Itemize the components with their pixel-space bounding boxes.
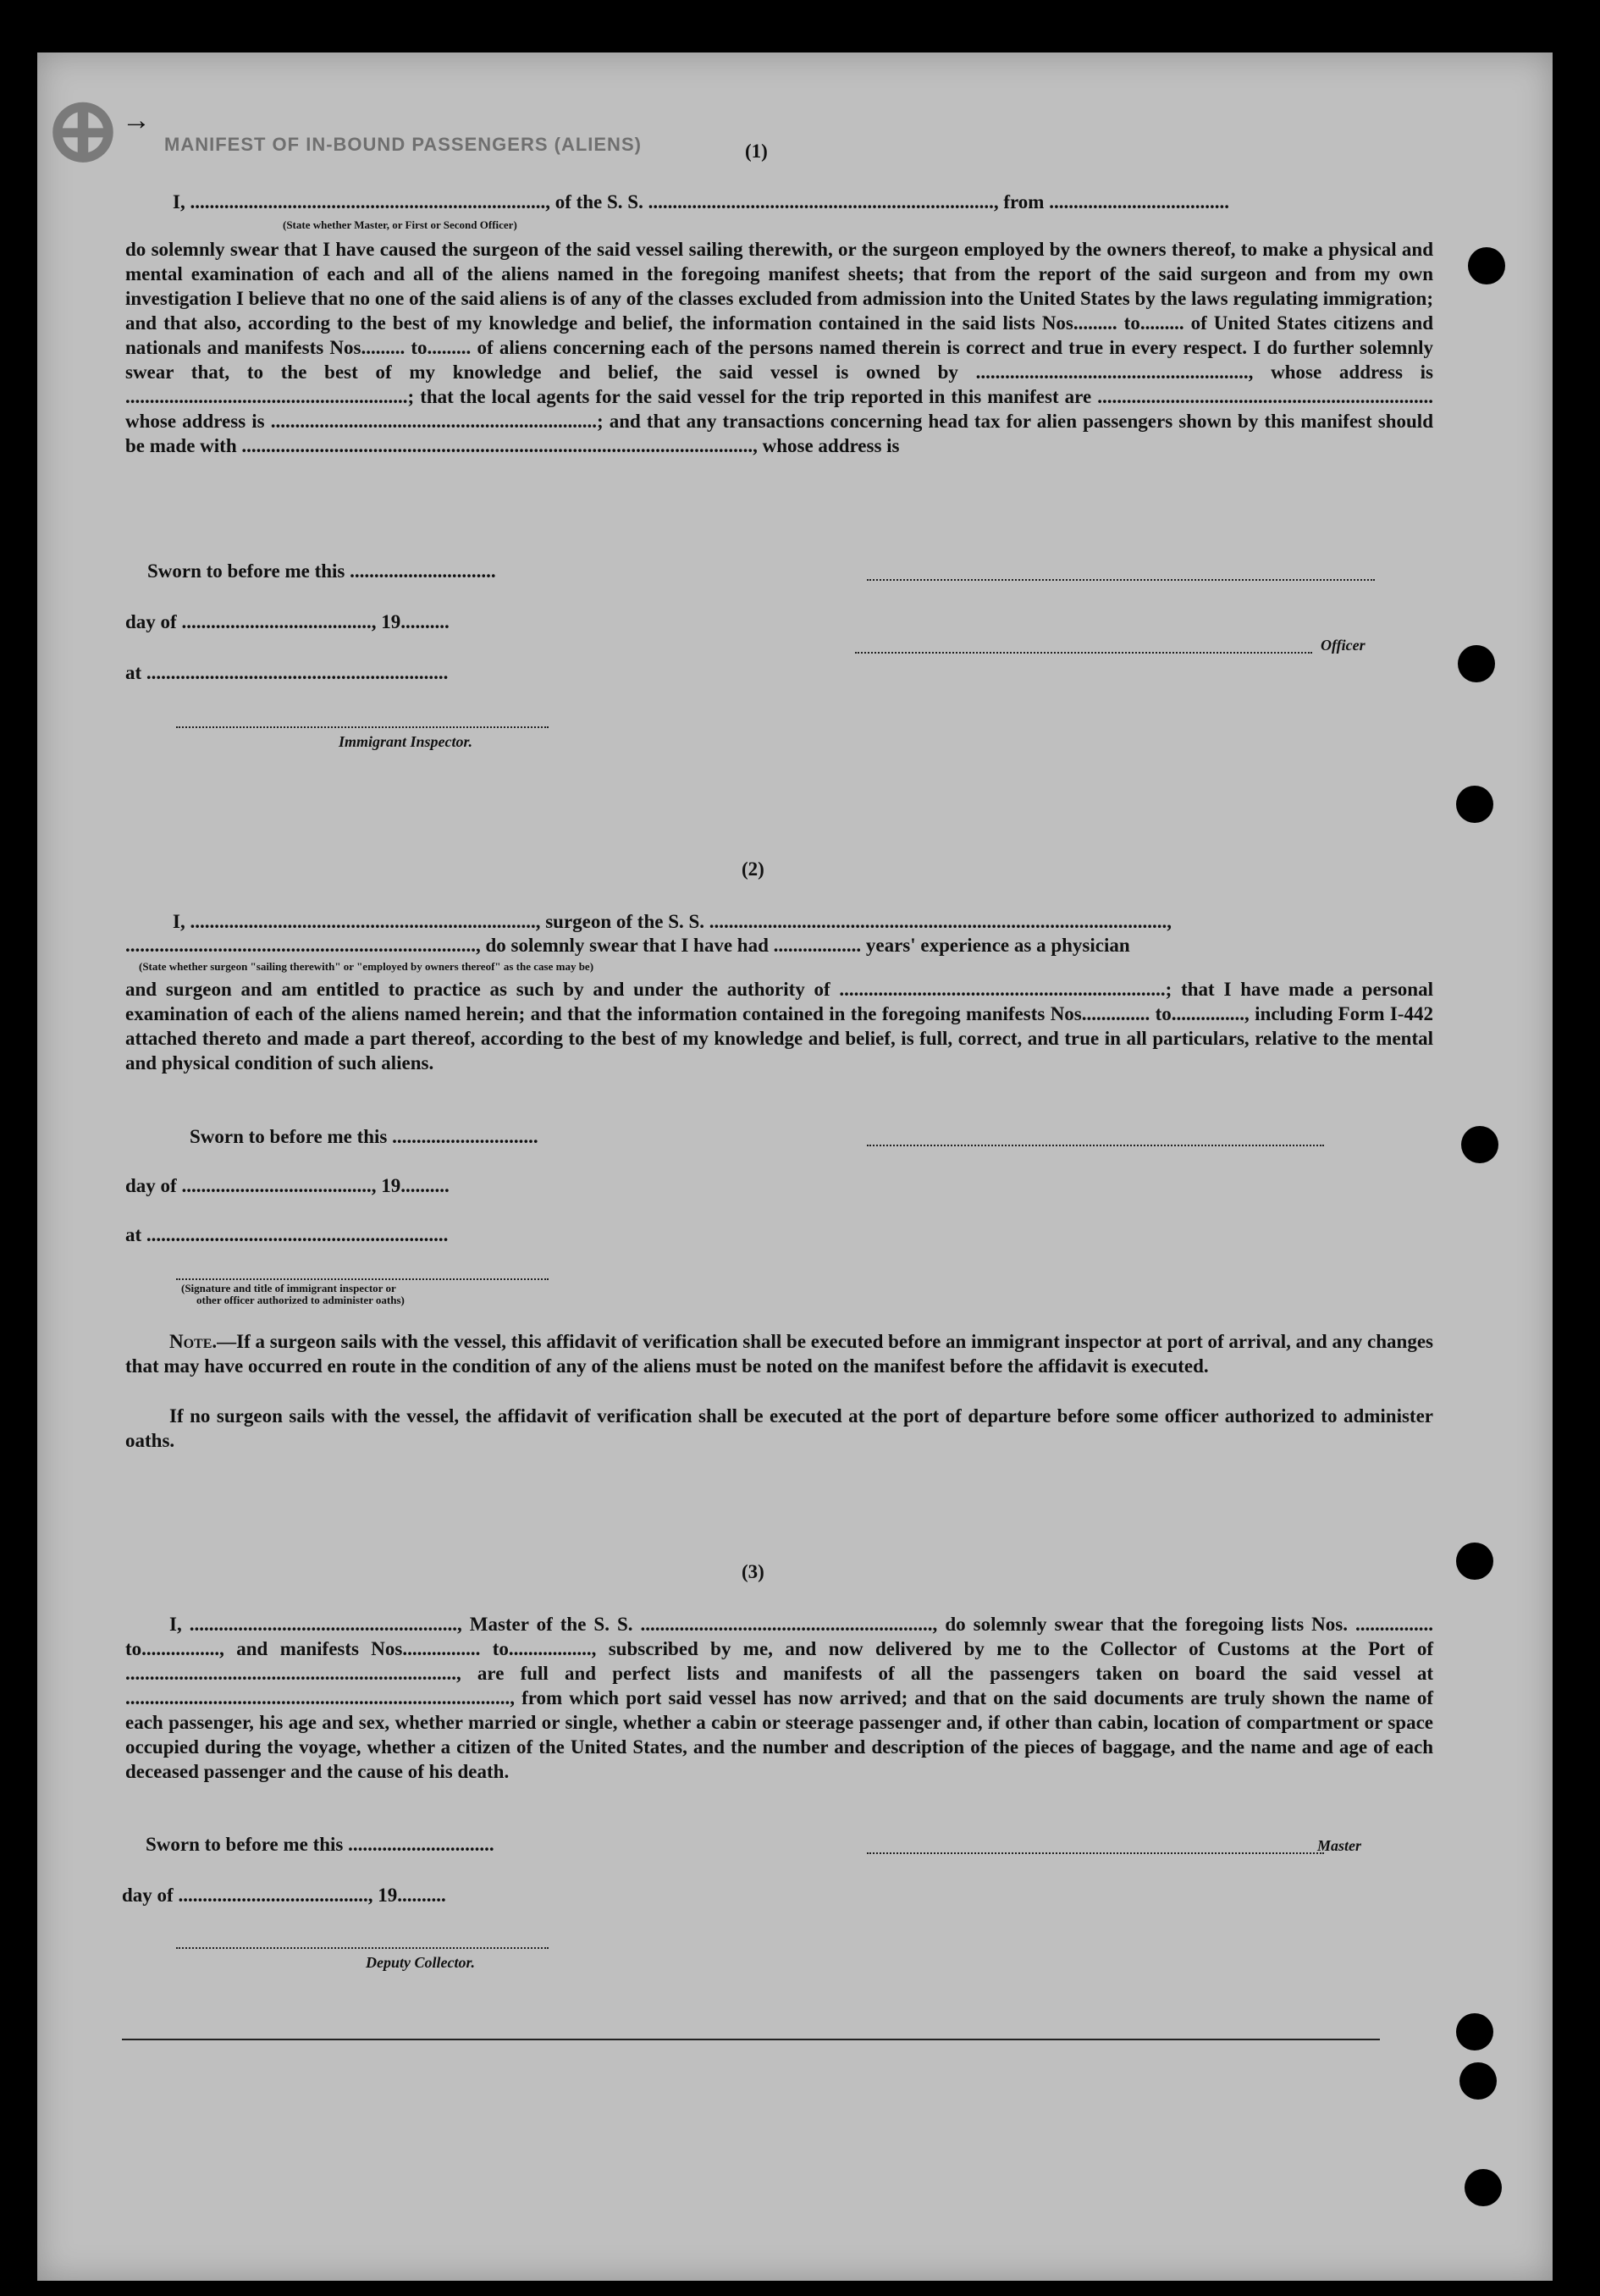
- section-2-number: (2): [742, 858, 764, 880]
- section-2-oath-line-1: I, ......................................................................., surgeon of the S. S. ..............................................................................................,: [173, 911, 1172, 932]
- section-1-oath-line: I, ........................................................................., of the S. S. ......................................................................., from .....................................: [173, 191, 1229, 212]
- section-2-note-2: If no surgeon sails with the vessel, the affidavit of verification shall be executed at the port of departure before some officer authorized to administer oaths.: [125, 1405, 1433, 1451]
- section-3-master-line: [867, 1852, 1324, 1854]
- section-1-at: at ..............................................................: [125, 662, 449, 683]
- section-2-oath-line-2: ........................................................................, do solemnly swear that I have had .................. years' experience as a physician: [125, 935, 1130, 956]
- punch-hole: [1468, 247, 1505, 284]
- note-body: —If a surgeon sails with the vessel, this affidavit of verification shall be executed before an immigrant inspector at port of arrival, and any changes that may have occurred en route in the condition of any of the aliens must be noted on the manifest before the affidavit is executed.: [125, 1331, 1433, 1377]
- section-1-number: (1): [745, 141, 768, 162]
- arrow-mark-icon: →: [122, 105, 151, 136]
- punch-hole: [1456, 786, 1493, 823]
- punch-hole: [1459, 2062, 1497, 2100]
- section-3-collector-line: [176, 1947, 549, 1949]
- section-3-master-label: Master: [1317, 1837, 1362, 1854]
- punch-hole: [1456, 2013, 1493, 2050]
- bleed-through-mark: ᪠: [49, 76, 117, 180]
- section-2-surgeon-note: (State whether surgeon "sailing therewith" or "employed by owners thereof" as the case may be): [139, 960, 594, 973]
- section-1-officer-line: [855, 652, 1312, 654]
- section-3-sworn: Sworn to before me this ..............................: [146, 1834, 494, 1855]
- section-1-body: do solemnly swear that I have caused the surgeon of the said vessel sailing therewith, or the surgeon employed by the owners thereof, to make a physical and mental examination of each and all of the aliens named in the foregoing manifest sheets; that from the report of the said surgeon and from my own investigation I believe that no one of the said aliens is of any of the classes excluded from admission into the United States by the laws regulating immigration; and that also, according to the best of my knowledge and belief, the information contained in the said lists Nos......... to......... of United States citizens and nationals and manifests Nos......... to......... of aliens concerning each of the persons named therein is correct and true in every respect. I do further solemnly swear that, to the best of my knowledge and belief, the said vessel is owned by ........................................................, whose address is ..........................................................; that the local agents for the said vessel for the trip reported in this manifest are ..................................................................... whose address is ...................................................................; and that any transactions concerning head tax for alien passengers shown by this manifest should be made with ........................................................................................................., whose address is: [125, 239, 1433, 456]
- punch-hole: [1458, 645, 1495, 682]
- section-2-sig-note-1: (Signature and title of immigrant inspector or: [181, 1282, 396, 1294]
- punch-hole: [1456, 1543, 1493, 1580]
- punch-hole: [1461, 1126, 1498, 1163]
- section-1-officer-label: Officer: [1321, 637, 1366, 654]
- section-3-day: day of ......................................., 19..........: [122, 1885, 446, 1906]
- section-1-sworn: Sworn to before me this ..............................: [147, 560, 496, 582]
- section-2-signature-line: [867, 1145, 1324, 1146]
- section-2-day: day of ......................................., 19..........: [125, 1175, 450, 1196]
- section-2-sworn: Sworn to before me this ..............................: [190, 1126, 538, 1147]
- punch-hole: [1465, 2169, 1502, 2206]
- manifest-page: [37, 52, 1553, 2281]
- section-2-sig-note-2: other officer authorized to administer oaths): [196, 1294, 405, 1306]
- section-2-at: at ..............................................................: [125, 1224, 449, 1245]
- section-3-number: (3): [742, 1561, 764, 1582]
- section-1-inspector-line: [176, 726, 549, 728]
- section-1-inspector-label: Immigrant Inspector.: [339, 733, 473, 750]
- section-2-body: and surgeon and am entitled to practice as such by and under the authority of ...................................................................; that I have made a personal examination of each of the aliens named herein; and that the information contained in the foregoing manifests Nos.............. to..............., including Form I-442 attached thereto and made a part thereof, according to the best of my knowledge and belief, is full, correct, and true in all particulars, relative to the mental and physical condition of such aliens.: [125, 979, 1433, 1073]
- note-label: Note.: [169, 1331, 218, 1352]
- section-1-signature-line: [867, 579, 1375, 581]
- section-2-note: [125, 1329, 1433, 1378]
- bleed-through-title: MANIFEST OF IN-BOUND PASSENGERS (ALIENS): [164, 134, 642, 155]
- section-2-inspector-line: [176, 1278, 549, 1280]
- bottom-rule: [122, 2039, 1380, 2040]
- section-1-day: day of ......................................., 19..........: [125, 611, 450, 632]
- section-1-officer-note: (State whether Master, or First or Second Officer): [283, 218, 517, 231]
- section-3-body: I, ......................................................., Master of the S. S. ............................................................, do solemnly swear that the foregoing lists Nos. ................ to................, and manifests Nos................ to................., subscribed by me, and now delivered by me to the Collector of Customs at the Port of ...................................................................., are full and perfect lists and manifests of all the passengers taken on board the said vessel at ..............................................................................., from which port said vessel has now arrived; and that on the said documents are truly shown the name of each passenger, his age and sex, whether married or single, whether a cabin or steerage passenger and, if other than cabin, location of compartment or space occupied during the voyage, whether a citizen of the United States, and the number and description of the pieces of baggage, and the name and age of each deceased passenger and the cause of his death.: [125, 1614, 1433, 1782]
- section-3-collector-label: Deputy Collector.: [366, 1954, 475, 1971]
